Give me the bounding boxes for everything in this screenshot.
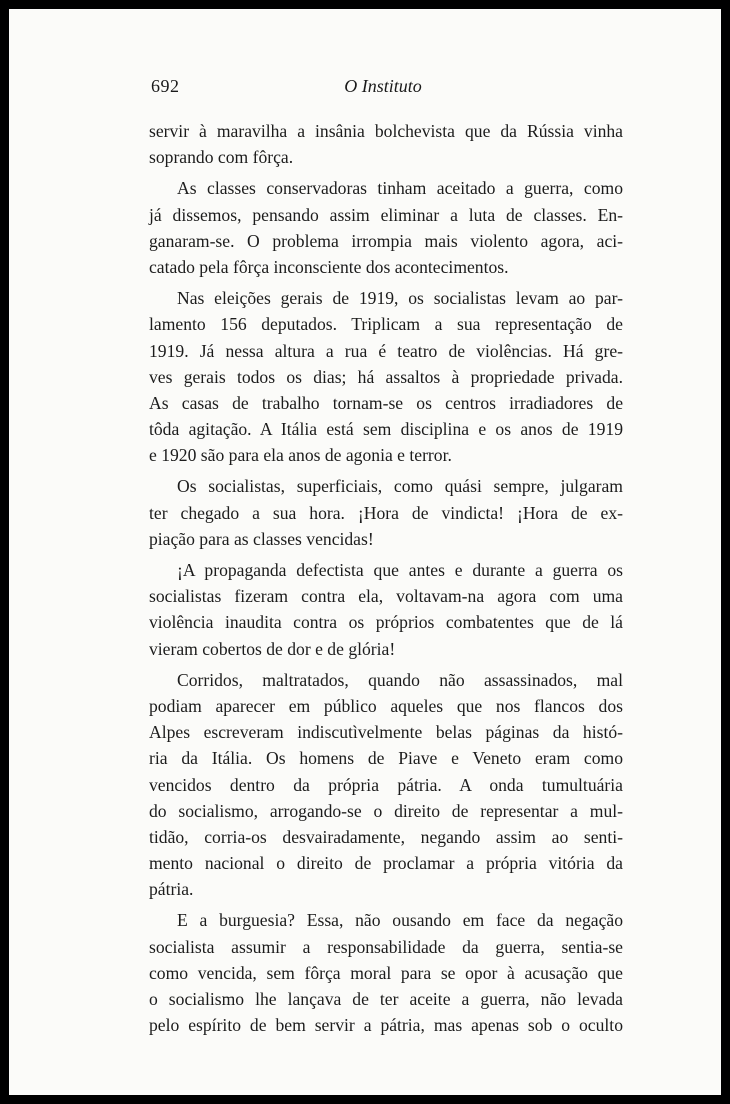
text-line: soprando com fôrça. <box>149 147 294 168</box>
text-line: catado pela fôrça inconsciente dos acontecimentos. <box>149 256 509 277</box>
running-title: O Instituto <box>344 76 422 96</box>
paragraph <box>149 175 623 280</box>
text-line: As classes conservadoras tinham aceitado a guerra, como <box>177 178 623 199</box>
page-number: 692 <box>151 76 180 96</box>
text-line: socialista assumir a responsabilidade da guerra, sentia-se <box>149 936 623 957</box>
paragraph <box>149 557 623 662</box>
text-line: violência inaudita contra os próprios combatentes que de lá <box>149 612 623 633</box>
text-line: Os socialistas, superficiais, como quási sempre, julgaram <box>177 476 623 497</box>
paragraph <box>149 473 623 552</box>
text-line: ganaram-se. O problema irrompia mais violento agora, aci- <box>149 230 623 251</box>
text-line: ¡A propaganda defectista que antes e durante a guerra os <box>177 560 623 580</box>
text-line: ves gerais todos os dias; há assaltos à propriedade privada. <box>149 366 623 387</box>
paragraph <box>149 285 623 468</box>
text-line: piação para as classes vencidas! <box>149 528 374 549</box>
page-header <box>143 72 623 102</box>
paragraph <box>149 667 623 903</box>
text-line: tôda agitação. A Itália está sem disciplina e os anos de 1919 <box>149 419 623 440</box>
text-line: e 1920 são para ela anos de agonia e terror. <box>149 445 452 466</box>
text-line: tidão, corria-os desvairadamente, negando assim ao senti- <box>149 826 623 847</box>
text-line: As casas de trabalho tornam-se os centros irradiadores de <box>149 392 623 413</box>
text-line: pelo espírito de bem servir a pátria, mas apenas sob o oculto <box>149 1015 623 1036</box>
text-line: o socialismo lhe lançava de ter aceite a guerra, não levada <box>149 989 623 1009</box>
text-line: servir à maravilha a insânia bolchevista que da Rússia vinha <box>149 121 623 141</box>
text-line: E a burguesia? Essa, não ousando em face da negação <box>177 910 623 931</box>
text-line: Alpes escreveram indiscutìvelmente belas páginas da histó- <box>149 722 623 743</box>
body-text <box>149 118 623 1038</box>
text-line: Corridos, maltratados, quando não assassinados, mal <box>177 669 623 690</box>
text-line: podiam aparecer em público aqueles que nos flancos dos <box>149 695 623 716</box>
text-line: ter chegado a sua hora. ¡Hora de vindicta! ¡Hora de ex- <box>149 502 623 523</box>
text-line: do socialismo, arrogando-se o direito de representar a mul- <box>149 800 623 821</box>
text-line: Nas eleições gerais de 1919, os socialistas levam ao par- <box>177 288 623 309</box>
text-line: já dissemos, pensando assim eliminar a luta de classes. En- <box>149 204 623 225</box>
text-line: vencidos dentro da própria pátria. A onda tumultuária <box>149 774 623 795</box>
text-line: vieram cobertos de dor e de glória! <box>149 638 396 659</box>
text-line: socialistas fizeram contra ela, voltavam-na agora com uma <box>149 586 623 607</box>
text-line: mento nacional o direito de proclamar a própria vitória da <box>149 853 623 874</box>
paragraph <box>149 118 623 170</box>
text-line: como vencida, sem fôrça moral para se opor à acusação que <box>149 962 623 983</box>
text-line: pátria. <box>149 879 194 900</box>
paragraph <box>149 907 623 1038</box>
text-line: lamento 156 deputados. Triplicam a sua representação de <box>149 314 623 335</box>
text-line: ria da Itália. Os homens de Piave e Veneto eram como <box>149 748 623 769</box>
text-line: 1919. Já nessa altura a rua é teatro de violências. Há gre- <box>149 340 623 361</box>
